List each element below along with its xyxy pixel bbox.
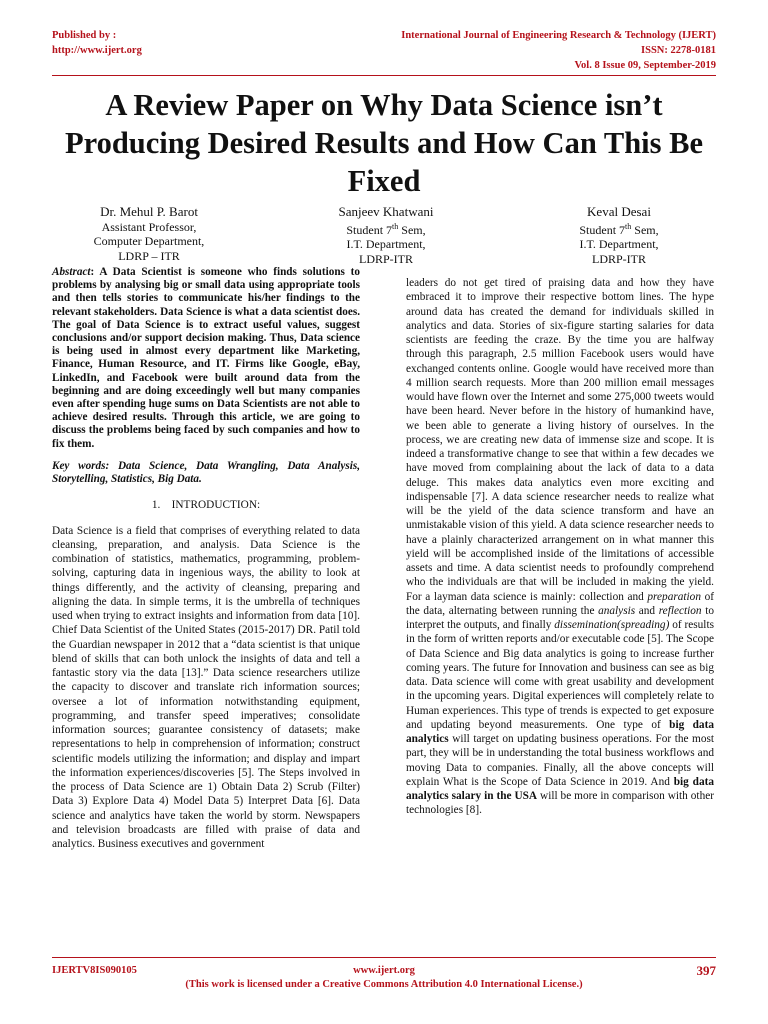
author-affiliation-line: LDRP-ITR: [592, 251, 646, 266]
author-block: [44, 203, 254, 263]
author-affiliation-line: Computer Department,: [93, 234, 205, 249]
journal-name: International Journal of Engineering Research & Technology (IJERT): [401, 30, 716, 41]
journal-url-link[interactable]: http://www.ijert.org: [52, 45, 142, 56]
author-affiliation-line: Student 7th Sem,: [346, 222, 426, 237]
license-note: (This work is licensed under a Creative Commons Attribution 4.0 International License.): [185, 979, 583, 990]
published-by-label: Published by :: [52, 30, 117, 41]
author-affiliation-line: I.T. Department,: [579, 237, 659, 252]
paper-id: IJERTV8IS090105: [52, 965, 137, 976]
abstract: [52, 266, 360, 451]
author-name: Sanjeev Khatwani: [338, 204, 434, 219]
intro-paragraph-continued: leaders do not get tired of praising data and how they have embraced it to improve their respective bottom lines. The hype around data has created the demand for individuals skilled in analytics and data. Stories of six-figure starting salaries for data scientists are feeding the craze. By the time you are halfway through this paragraph, 2.5 million Facebook users would have exchanged contents online. Google would have received more than 4 million search requests. More than 200 million email messages would have flown over the Internet and some 275,000 tweets would have been heard. Never before in the history of humankind have, we been able to generate a living history of ourselves. In the process, we are creating new data of immense size and scope. It is indeed a transformative change to see that within a few decades we have moved from complaining about the lack of data to a data deluge. This makes data analytics even more exciting and indispensable [7]. A data science researcher needs to realize what will be the yield of the data science transform and have an unmistakable vision of this yield. A data science researcher needs to have a plainly characterized arrangement on in what manner this yield will be accomplished inside of the limitations of accessible assets and time. A data scientist needs to profoundly comprehend who the individuals are that will be included in making the yield. For a layman data science is mainly: collection and preparation of the data, alternating between running the analysis and reflection to interpret the outputs, and finally dissemination(spreading) of results in the form of written reports and/or executable code [5]. The Scope of Data Science and Big data analytics is going to increase further coming years. The future for Innovation and business can see as big data. Data science will come with great usability and development in the upcoming years. Digital experiences will completely relate to Human experiences. This type of trends is expected to get exposure and updating beyond measurements. One type of big data analytics will target on updating business operations. For the most part, they will be in understanding the total business workflows and moving Data to companies. Finally, all the above concepts will explain What is the Scope of Data Science in 2019. And big data analytics salary in the USA will be more in comparison with other technologies [8].: [406, 277, 714, 817]
author-affiliation-line: LDRP – ITR: [118, 248, 180, 263]
footer-site-link[interactable]: www.ijert.org: [353, 965, 415, 976]
header-rule: [52, 75, 716, 76]
header-publisher: [52, 28, 142, 58]
author-block: [514, 203, 724, 266]
author-block: [281, 203, 491, 266]
section-heading: 1. INTRODUCTION:: [151, 499, 261, 512]
author-affiliation-line: Student 7th Sem,: [579, 222, 659, 237]
intro-paragraph: Data Science is a field that comprises of everything related to data cleansing, preparation, and analysis. Data Science is the combination of statistics, mathematics, programming, problem-solving, capturing data in ingenious ways, the ability to look at things differently, and the activity of cleansing, preparing and aligning the data. In simple terms, it is the umbrella of techniques used when trying to extract insights and information from data [10]. Chief Data Scientist of the United States (2015-2017) DR. Patil told the Guardian newspaper in 2012 that a “data scientist is that unique blend of skills that can both unlock the insights of data and tell a fantastic story via the data [13].” Data science researchers utilize the capacity to discover and translate rich information sources; oversee a lot of information notwithstanding equipment, programming, and transfer speed imperatives; consolidate information sources; guarantee consistency of datasets; make representations to help in comprehension of information; construct scientific models utilizing the information; and display and impart the information experiences/discoveries [5]. The Steps involved in the process of Data Science are 1) Obtain Data 2) Scrub (Filter) Data 3) Explore Data 4) Model Data 5) Interpret Data [6]. Data science and analytics have taken the world by storm. Newspapers and television broadcasts are filled with praise of data and analytics. Business executives and government: [52, 524, 360, 850]
author-affiliation-line: LDRP-ITR: [359, 251, 413, 266]
keywords: Key words: Data Science, Data Wrangling, Data Analysis, Storytelling, Statistics, Big Data.: [52, 459, 360, 486]
header-journal-info: [401, 28, 716, 73]
volume-issue: Vol. 8 Issue 09, September-2019: [574, 60, 716, 71]
issn: ISSN: 2278-0181: [641, 45, 716, 56]
left-column: [52, 266, 360, 851]
abstract-label: Abstract: [52, 266, 91, 278]
page-number: 397: [696, 963, 716, 978]
footer-rule: [52, 957, 716, 958]
author-name: Keval Desai: [587, 204, 651, 219]
author-name: Dr. Mehul P. Barot: [100, 204, 198, 219]
author-affiliation-line: Assistant Professor,: [101, 220, 197, 234]
paper-title: A Review Paper on Why Data Science isn’t Producing Desired Results and How Can This Be Fixed: [64, 88, 704, 198]
right-column: [406, 276, 714, 818]
author-affiliation-line: I.T. Department,: [346, 237, 426, 252]
abstract-text: : A Data Scientist is someone who finds solutions to problems by analysing big or small data using appropriate tools and then tells stories to communicate his/her findings to the relevant stakeholders. Data Science is what a data scientist does. The goal of Data Science is to extract useful values, suggest conclusions and/or support decision making. Thus, Data science is being used in almost every department like Marketing, Finance, Human Resource, and IT. Firms like Google, eBay, LinkedIn, and Facebook were built around data from the beginning and are doing exceedingly well but many companies even after spending huge sums on Data Scientists are not able to achieve desired results. Through this article, we are going to discuss the problems being faced by such companies and how to fix them.: [52, 266, 360, 450]
